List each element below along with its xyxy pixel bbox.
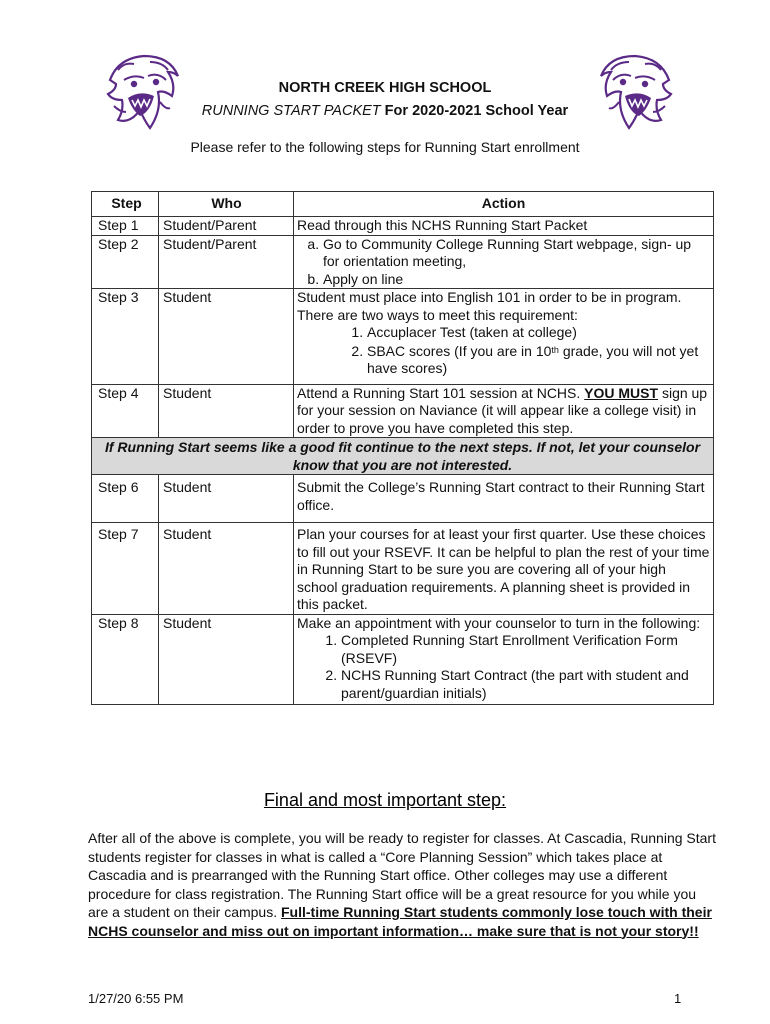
step-8-label: Step 8 bbox=[92, 614, 159, 705]
header-who: Who bbox=[159, 192, 294, 217]
enrollment-steps-table bbox=[91, 191, 714, 705]
step-8-action bbox=[294, 614, 714, 705]
footer-timestamp: 1/27/20 6:55 PM bbox=[88, 991, 184, 1006]
continue-note-row bbox=[92, 438, 714, 475]
step-4-action-post: sign up for your session on Naviance (it will appear like a college visit) in order to prove you have completed this step. bbox=[297, 384, 708, 436]
step-2-item-b: b. Apply on line bbox=[323, 271, 710, 289]
step-3-item-2-pre: SBAC scores (If you are in 10 bbox=[367, 342, 552, 359]
packet-title-italic: RUNNING START PACKET bbox=[201, 103, 381, 119]
step-3-item-2 bbox=[367, 342, 710, 378]
step-2-who: Student/Parent bbox=[159, 235, 294, 289]
packet-title bbox=[0, 103, 770, 119]
step-7-action: Plan your courses for at least your first quarter. Use these choices to fill out your RSEVF. It can be helpful to plan the rest of your time in Running Start to be sure you are covering all of your high school graduation requirements. A planning sheet is provided in this packet. bbox=[294, 523, 714, 615]
step-1-action: Read through this NCHS Running Start Packet bbox=[294, 217, 714, 236]
step-2-label: Step 2 bbox=[92, 235, 159, 289]
step-8-action-text: Make an appointment with your counselor to turn in the following: bbox=[297, 614, 701, 631]
step-1-who: Student/Parent bbox=[159, 217, 294, 236]
step-3-item-1: 1. Accuplacer Test (taken at college) bbox=[367, 324, 710, 342]
table-row bbox=[92, 523, 714, 615]
page-number: 1 bbox=[674, 991, 682, 1006]
final-step-paragraph bbox=[88, 829, 718, 940]
step-4-action bbox=[294, 384, 714, 438]
table-row bbox=[92, 614, 714, 705]
table-row bbox=[92, 217, 714, 236]
header-action: Action bbox=[294, 192, 714, 217]
table-row bbox=[92, 235, 714, 289]
step-6-label: Step 6 bbox=[92, 475, 159, 523]
step-4-action-pre: Attend a Running Start 101 session at NCHS. bbox=[297, 384, 585, 401]
step-3-item-2-sup: th bbox=[551, 344, 559, 355]
final-paragraph-text: After all of the above is complete, you will be ready to register for classes. At Cascadia, Running Start students register for classes in what is called a “Core Planning Session” which takes place at Cascadia and is prearranged with the Running Start office. Other colleges may use a different procedure for class registration. The Running Start office will be a great resource for you while you are a student on their campus. bbox=[88, 830, 716, 920]
step-6-action: Submit the College’s Running Start contract to their Running Start office. bbox=[294, 475, 714, 523]
step-4-action-emphasis: YOU MUST bbox=[584, 384, 659, 401]
school-name: NORTH CREEK HIGH SCHOOL bbox=[278, 80, 492, 96]
table-row bbox=[92, 475, 714, 523]
table-row bbox=[92, 384, 714, 438]
step-8-item-1: 1. Completed Running Start Enrollment Verification Form (RSEVF) bbox=[341, 632, 710, 667]
packet-title-year: For 2020-2021 School Year bbox=[380, 103, 569, 119]
step-8-who: Student bbox=[159, 614, 294, 705]
step-2-action bbox=[294, 235, 714, 289]
step-3-item-2-post: grade, you will not yet have scores) bbox=[367, 342, 699, 376]
step-1-label: Step 1 bbox=[92, 217, 159, 236]
instructions-intro: Please refer to the following steps for Running Start enrollment bbox=[190, 139, 580, 155]
step-7-who: Student bbox=[159, 523, 294, 615]
step-3-label: Step 3 bbox=[92, 289, 159, 385]
step-8-item-2: 2. NCHS Running Start Contract (the part with student and parent/guardian initials) bbox=[341, 667, 710, 702]
step-3-who: Student bbox=[159, 289, 294, 385]
step-2-item-a: a. Go to Community College Running Start webpage, sign- up for orientation meeting, bbox=[323, 236, 710, 271]
final-step-heading: Final and most important step: bbox=[263, 790, 507, 810]
table-row bbox=[92, 289, 714, 385]
final-paragraph-emphasis: Full-time Running Start students commonly lose touch with their NCHS counselor and miss out on important information… make sure that is not your story!! bbox=[88, 904, 712, 939]
step-3-action-text: Student must place into English 101 in order to be in program. There are two ways to meet this requirement: bbox=[297, 289, 682, 323]
step-4-label: Step 4 bbox=[92, 384, 159, 438]
step-7-label: Step 7 bbox=[92, 523, 159, 615]
continue-note: If Running Start seems like a good fit continue to the next steps. If not, let your counselor know that you are not interested. bbox=[92, 438, 714, 475]
step-3-action bbox=[294, 289, 714, 385]
header-step: Step bbox=[92, 192, 159, 217]
step-6-who: Student bbox=[159, 475, 294, 523]
table-header-row bbox=[92, 192, 714, 217]
step-4-who: Student bbox=[159, 384, 294, 438]
